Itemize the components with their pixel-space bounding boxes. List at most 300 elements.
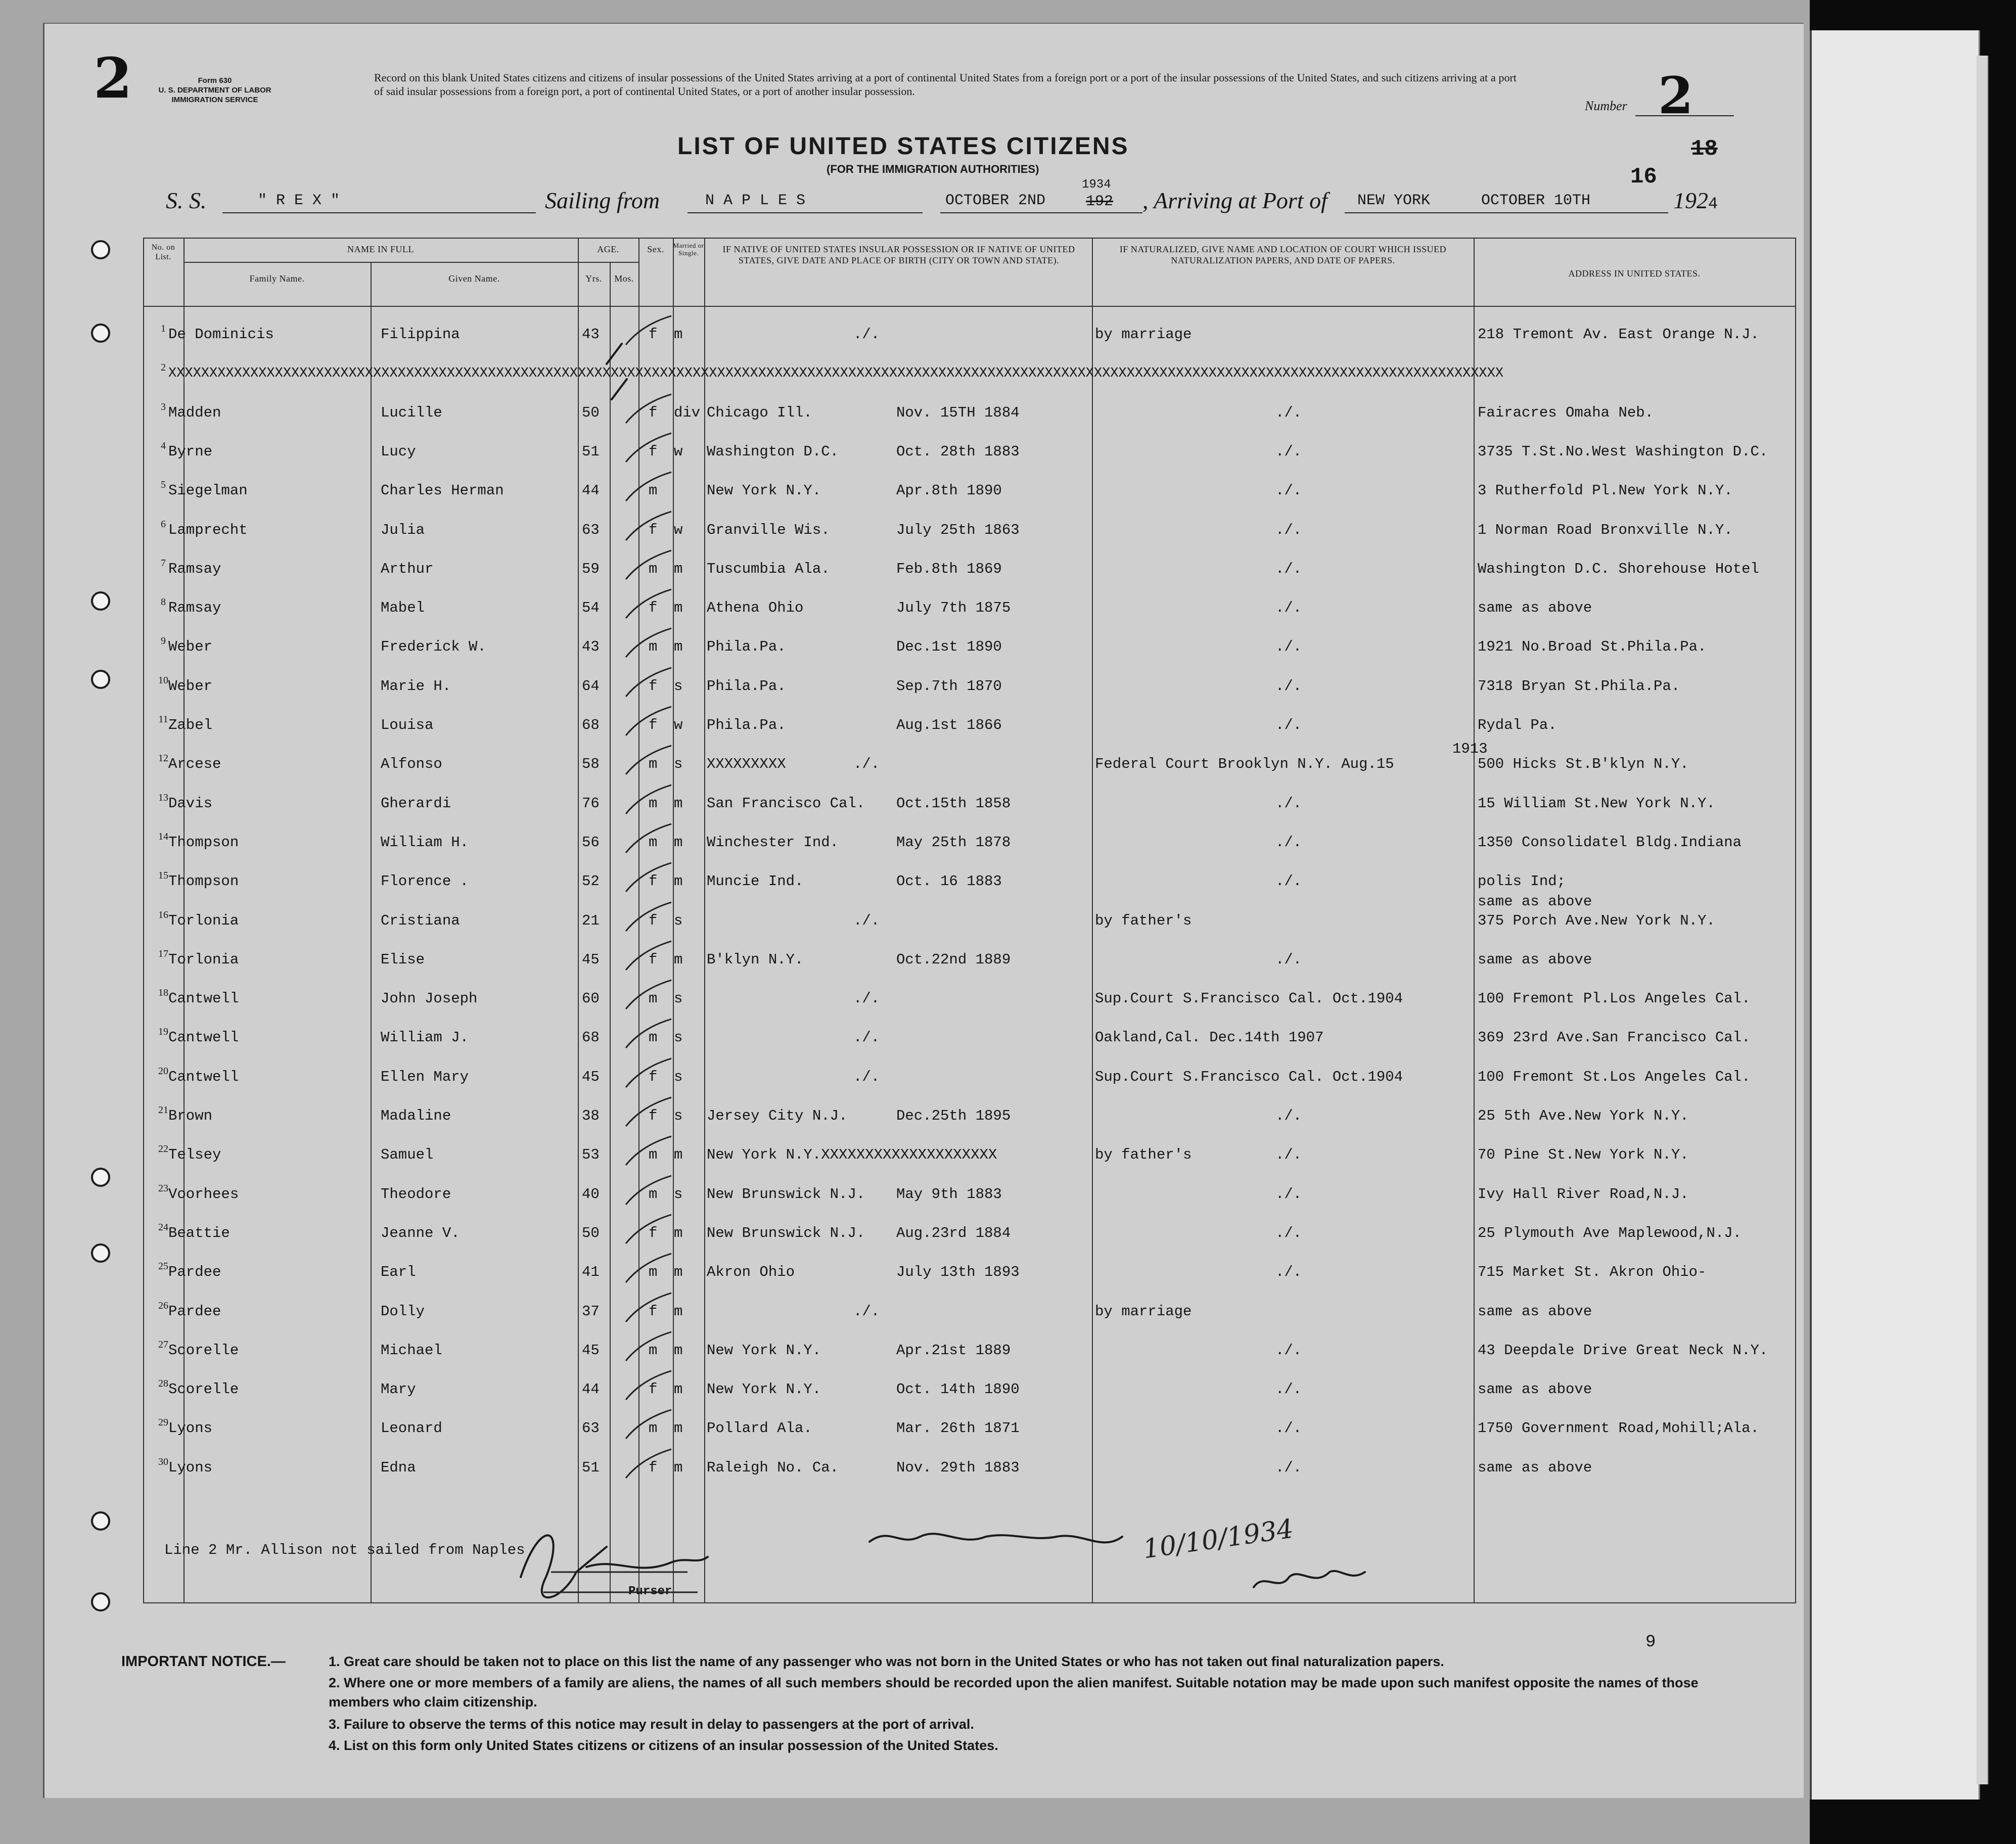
given-name-cell: Jeanne V. (381, 1224, 460, 1241)
header-mos: Mos. (614, 273, 634, 284)
birth-date-cell: Oct. 28th 1883 (896, 443, 1020, 460)
given-name-cell: Arthur (381, 560, 434, 577)
family-name-cell: Beattie (168, 1224, 230, 1241)
given-name-cell: Julia (381, 521, 425, 538)
naturalization-cell: by father's (1095, 912, 1192, 929)
family-name-cell: Thompson (168, 873, 239, 890)
header-family-name: Family Name. (249, 273, 305, 284)
given-name-cell: Alfonso (381, 756, 442, 773)
inspector-signature (869, 1534, 1122, 1542)
line-number: 27 (158, 1339, 168, 1350)
line-number: 6 (161, 518, 166, 530)
age-cell: 60 (582, 990, 600, 1007)
age-cell: 50 (582, 1224, 600, 1241)
birth-date-cell: Nov. 29th 1883 (896, 1459, 1020, 1476)
family-name-cell: Torlonia (168, 912, 239, 929)
birth-place-cell: Phila.Pa. (707, 677, 786, 695)
purser-label: Purser (628, 1585, 672, 1598)
marital-status-cell: m (674, 1264, 683, 1281)
age-cell: 63 (582, 1420, 600, 1437)
line-number: 4 (161, 440, 166, 451)
age-cell: 64 (582, 677, 600, 695)
given-name-cell: Charles Herman (381, 482, 504, 499)
sex-cell: m (649, 834, 658, 851)
sex-cell: m (649, 1185, 658, 1203)
birth-date-cell: July 13th 1893 (896, 1264, 1020, 1281)
marital-status-cell: m (674, 1381, 683, 1398)
birth-date-cell: Apr.21st 1889 (896, 1342, 1011, 1359)
age-cell: 44 (582, 482, 600, 499)
marital-status-cell: s (674, 990, 683, 1007)
header-address: ADDRESS IN UNITED STATES. (1568, 268, 1701, 279)
address-cont-cell: same as above (1478, 893, 1592, 910)
marital-status-cell: div (674, 404, 701, 421)
sex-cell: f (649, 521, 658, 538)
age-cell: 63 (582, 521, 600, 538)
naturalization-ditto-cell: ./. (1275, 560, 1302, 577)
department-name: U. S. DEPARTMENT OF LABOR (158, 86, 271, 95)
sex-cell: f (649, 1068, 658, 1085)
address-cell: same as above (1478, 1381, 1592, 1398)
sex-cell: f (649, 600, 658, 617)
given-name-cell: Filippina (381, 326, 460, 343)
birth-date-cell: Sep.7th 1870 (896, 677, 1002, 695)
initials-scribble (1254, 1571, 1365, 1587)
naturalization-ditto-cell: ./. (1275, 677, 1302, 695)
birth-place-cell: Tuscumbia Ala. (707, 560, 830, 577)
naturalization-cell: by father's (1095, 1146, 1192, 1164)
line-number: 21 (158, 1104, 168, 1116)
marital-status-cell: m (674, 638, 683, 656)
family-name-cell: Zabel (168, 717, 213, 733)
marital-status-cell: w (674, 717, 683, 733)
marital-status-cell: m (674, 1224, 683, 1241)
marital-status-cell: m (674, 873, 683, 890)
address-cell: 25 Plymouth Ave Maplewood,N.J. (1478, 1224, 1742, 1241)
notice-item-3: 3. Failure to observe the terms of this notice may result in delay to passengers at the port of arrival. (329, 1717, 974, 1732)
marital-status-cell: s (674, 912, 683, 929)
sex-cell: m (649, 482, 658, 499)
birth-date-cell: Dec.1st 1890 (896, 638, 1002, 656)
address-cell: 70 Pine St.New York N.Y. (1478, 1146, 1689, 1164)
address-cell: 15 William St.New York N.Y. (1478, 795, 1715, 812)
naturalization-ditto-cell: ./. (1275, 482, 1302, 499)
marital-status-cell: s (674, 1029, 683, 1046)
given-name-cell: William J. (381, 1029, 469, 1046)
given-name-cell: Earl (381, 1264, 416, 1281)
sex-cell: f (649, 443, 658, 460)
age-cell: 45 (582, 951, 600, 968)
given-name-cell: Dolly (381, 1303, 425, 1320)
sex-cell: f (649, 404, 658, 421)
birth-ditto-cell: ./. (853, 756, 880, 773)
stamp-page-number: 9 (1645, 1633, 1656, 1652)
age-cell: 51 (582, 1459, 600, 1476)
given-name-cell: Mary (381, 1381, 416, 1398)
naturalization-ditto-cell: ./. (1275, 1381, 1302, 1398)
address-cell: 25 5th Ave.New York N.Y. (1478, 1108, 1689, 1124)
sex-cell: m (649, 756, 658, 773)
age-cell: 44 (582, 1381, 600, 1398)
age-cell: 58 (582, 756, 600, 773)
ss-label: S. S. (166, 188, 207, 213)
family-name-cell: Thompson (168, 834, 239, 851)
marital-status-cell: w (674, 443, 683, 460)
age-cell: 43 (582, 326, 600, 343)
year-added: 1934 (1082, 178, 1111, 192)
line-number: 20 (158, 1065, 168, 1077)
given-name-cell: Gherardi (381, 795, 451, 812)
marital-status-cell: m (674, 560, 683, 577)
line-number: 13 (158, 792, 168, 803)
family-name-cell: Scorelle (168, 1381, 239, 1398)
given-name-cell: Michael (381, 1342, 442, 1359)
naturalization-ditto-cell: ./. (1275, 521, 1302, 538)
birth-place-cell: Pollard Ala. (707, 1420, 812, 1437)
marital-status-cell: m (674, 951, 683, 968)
age-cell: 52 (582, 873, 600, 890)
birth-place-cell: Phila.Pa. (707, 717, 786, 733)
birth-ditto-cell: ./. (853, 326, 880, 343)
naturalization-cell: Sup.Court S.Francisco Cal. Oct.1904 (1095, 990, 1403, 1007)
sex-cell: m (649, 1146, 658, 1164)
number-label: Number (1585, 99, 1627, 113)
age-cell: 53 (582, 1146, 600, 1164)
marital-status-cell: m (674, 1146, 683, 1164)
address-cell: 500 Hicks St.B'klyn N.Y. (1478, 756, 1689, 773)
family-name-cell: Voorhees (168, 1185, 239, 1203)
family-name-cell: Cantwell (168, 1029, 239, 1046)
naturalization-ditto-cell: ./. (1275, 638, 1302, 656)
naturalization-cell: by marriage (1095, 326, 1192, 343)
purser-signature (586, 1557, 708, 1568)
age-cell: 21 (582, 912, 600, 929)
page-number-struck: 18 (1691, 136, 1718, 162)
line-number: 25 (158, 1261, 168, 1272)
sex-cell: m (649, 1342, 658, 1359)
line-remark: Line 2 Mr. Allison not sailed from Naples (164, 1542, 525, 1558)
address-cell: same as above (1478, 1303, 1592, 1320)
line-number: 19 (158, 1026, 168, 1038)
depart-date: OCTOBER 2ND (945, 192, 1046, 209)
given-name-cell: Mabel (381, 600, 425, 617)
naturalization-ditto-cell: ./. (1275, 717, 1302, 733)
birth-place-cell: Winchester Ind. (707, 834, 839, 851)
address-cell: 218 Tremont Av. East Orange N.J. (1478, 326, 1759, 343)
naturalization-cell: by marriage (1095, 1303, 1192, 1320)
address-cell: Fairacres Omaha Neb. (1478, 404, 1654, 421)
header-age: AGE. (597, 244, 619, 254)
port-from: N A P L E S (705, 192, 806, 209)
birth-date-cell: Feb.8th 1869 (896, 560, 1002, 577)
document-subtitle: (FOR THE IMMIGRATION AUTHORITIES) (827, 163, 1039, 175)
ship-name: " R E X " (258, 192, 340, 209)
line-number: 28 (158, 1378, 168, 1390)
sex-cell: f (649, 951, 658, 968)
birth-ditto-cell: ./. (853, 1068, 880, 1085)
birth-date-cell: Aug.23rd 1884 (896, 1224, 1011, 1241)
age-cell: 41 (582, 1264, 600, 1281)
birth-place-cell: Chicago Ill. (707, 404, 812, 421)
header-given-name: Given Name. (448, 273, 500, 284)
arrive-year-suffix: 4 (1708, 195, 1718, 213)
family-name-cell: Weber (168, 677, 213, 695)
address-cell: same as above (1478, 951, 1592, 968)
notice-item-1: 1. Great care should be taken not to place on this list the name of any passenger who was not born in the United States or who has not taken out final naturalization papers. (329, 1654, 1444, 1669)
address-cell: 7318 Bryan St.Phila.Pa. (1478, 677, 1680, 695)
naturalization-ditto-cell: ./. (1275, 1185, 1302, 1203)
age-cell: 76 (582, 795, 600, 812)
given-name-cell: Lucy (381, 443, 416, 460)
address-cell: 3735 T.St.No.West Washington D.C. (1478, 443, 1768, 460)
birth-date-cell: July 7th 1875 (896, 600, 1011, 617)
line-number: 12 (158, 753, 168, 764)
arriving-label: , Arriving at Port of (1142, 188, 1327, 213)
family-name-cell: Weber (168, 638, 213, 656)
address-cell: 715 Market St. Akron Ohio- (1478, 1264, 1707, 1281)
arrive-year-printed: 192 (1673, 188, 1708, 213)
header-married: Married or Single. (673, 242, 704, 257)
given-name-cell: Frederick W. (381, 638, 486, 656)
sex-cell: f (649, 1459, 658, 1476)
family-name-cell: Arcese (168, 756, 221, 773)
given-name-cell: Elise (381, 951, 425, 968)
age-cell: 68 (582, 717, 600, 733)
age-cell: 40 (582, 1185, 600, 1203)
form-no: Form 630 (198, 76, 232, 85)
naturalization-ditto-cell: ./. (1275, 1459, 1302, 1476)
family-name-cell: Pardee (168, 1303, 221, 1320)
marital-status-cell: m (674, 326, 683, 343)
birth-date-cell: Mar. 26th 1871 (896, 1420, 1020, 1437)
header-name-in-full: NAME IN FULL (347, 244, 414, 254)
naturalization-ditto-cell: ./. (1275, 951, 1302, 968)
birth-place-cell: Athena Ohio (707, 600, 804, 617)
naturalization-cell: Federal Court Brooklyn N.Y. Aug.15 (1095, 756, 1394, 773)
marital-status-cell: m (674, 1459, 683, 1476)
family-name-cell: Madden (168, 404, 221, 421)
birth-date-cell: Apr.8th 1890 (896, 482, 1002, 499)
birth-place-cell: Raleigh No. Ca. (707, 1459, 839, 1476)
family-name-cell: Lamprecht (168, 521, 248, 538)
age-cell: 43 (582, 638, 600, 656)
sex-cell: f (649, 326, 658, 343)
marital-status-cell: s (674, 756, 683, 773)
naturalization-ditto-cell: ./. (1275, 1342, 1302, 1359)
sex-cell: f (649, 1108, 658, 1124)
birth-place-cell: San Francisco Cal. (707, 795, 865, 812)
sailing-label: Sailing from (545, 188, 660, 213)
address-cell: same as above (1478, 1459, 1592, 1476)
sex-cell: m (649, 795, 658, 812)
struck-line: XXXXXXXXXXXXXXXXXXXXXXXXXXXXXXXXXXXXXXXXXXXXXXXXXXXXXXXXXXXXXXXXXXXXXXXXXXXXXXXXXXXXXXXXXXXXXXXXXXXXXXXXXXXXXXXXXXXXXXXXXXXXXXXXXXXXXXXXXXXXXXXXXXXXXXXXXXXXXXXXXXX (168, 366, 1504, 382)
line-number: 29 (158, 1417, 168, 1428)
family-name-cell: Scorelle (168, 1342, 239, 1359)
instruction-paragraph: Record on this blank United States citizens and citizens of insular possessions of the United States arriving at a port of continental United States from a foreign port or a port of the insular possessions of the United States, and such citizens arriving at a port of said insular possessions from a foreign port, a port of continental United States, or a port of another insular possession. (374, 71, 1517, 98)
address-cell: 1750 Government Road,Mohill;Ala. (1478, 1420, 1759, 1437)
header-birth: IF NATIVE OF UNITED STATES INSULAR POSSESSION OR IF NATIVE OF UNITED STATES, GIVE DATE AND PLACE OF BIRTH (CITY OR TOWN AND STATE). (722, 244, 1075, 265)
notice-item-4: 4. List on this form only United States citizens or citizens of an insular possession of the United States. (329, 1738, 998, 1753)
birth-place-cell: New York N.Y. (707, 1381, 821, 1398)
given-name-cell: John Joseph (381, 990, 478, 1007)
line-number: 30 (158, 1456, 168, 1467)
birth-ditto-cell: ./. (853, 1029, 880, 1046)
marital-status-cell: m (674, 834, 683, 851)
family-name-cell: Telsey (168, 1146, 221, 1164)
given-name-cell: Marie H. (381, 677, 451, 695)
sex-cell: m (649, 560, 658, 577)
address-cell: Ivy Hall River Road,N.J. (1478, 1185, 1689, 1203)
birth-place-cell: Jersey City N.J. (707, 1108, 848, 1124)
naturalization-ditto-cell: ./. (1275, 1420, 1302, 1437)
address-cell: 100 Fremont St.Los Angeles Cal. (1478, 1068, 1751, 1085)
naturalization-cell: Sup.Court S.Francisco Cal. Oct.1904 (1095, 1068, 1403, 1085)
line-number: 22 (158, 1143, 168, 1155)
birth-place-cell: New Brunswick N.J. (707, 1224, 865, 1241)
birth-date-cell: Oct. 16 1883 (896, 873, 1002, 890)
age-cell: 38 (582, 1108, 600, 1124)
naturalization-ditto-cell: ./. (1275, 404, 1302, 421)
naturalization-ditto-cell: ./. (1275, 873, 1302, 890)
family-name-cell: Cantwell (168, 1068, 239, 1085)
marital-status-cell: w (674, 521, 683, 538)
naturalization-ditto-cell: ./. (1275, 1224, 1302, 1241)
line-number: 14 (158, 831, 168, 842)
sex-cell: f (649, 717, 658, 733)
naturalization-ditto-cell: ./. (1275, 443, 1302, 460)
family-name-cell: Davis (168, 795, 213, 812)
family-name-cell: Pardee (168, 1264, 221, 1281)
sex-cell: f (649, 1224, 658, 1241)
line-number: 7 (161, 557, 166, 569)
age-cell: 45 (582, 1068, 600, 1085)
birth-date-cell: July 25th 1863 (896, 521, 1020, 538)
header-no: No. on List. (151, 243, 175, 261)
naturalization-ditto-cell: ./. (1275, 1264, 1302, 1281)
marital-status-cell: m (674, 600, 683, 617)
line-number: 1 (161, 323, 166, 334)
address-cell: 100 Fremont Pl.Los Angeles Cal. (1478, 990, 1751, 1007)
header-sex: Sex. (647, 244, 664, 254)
naturalization-ditto-cell: ./. (1275, 1108, 1302, 1124)
sex-cell: m (649, 1420, 658, 1437)
line-number: 9 (161, 635, 166, 647)
address-cell: polis Ind; (1478, 873, 1566, 890)
line-number: 15 (158, 870, 168, 882)
birth-place-cell: XXXXXXXXX (707, 756, 786, 773)
line-number: 26 (158, 1300, 168, 1311)
address-cell: 369 23rd Ave.San Francisco Cal. (1478, 1029, 1751, 1046)
birth-ditto-cell: ./. (853, 912, 880, 929)
given-name-cell: Lucille (381, 404, 442, 421)
family-name-cell: Cantwell (168, 990, 239, 1007)
address-cell: 375 Porch Ave.New York N.Y. (1478, 912, 1715, 929)
given-name-cell: William H. (381, 834, 469, 851)
sex-cell: f (649, 1381, 658, 1398)
age-cell: 68 (582, 1029, 600, 1046)
birth-date-cell: Oct. 14th 1890 (896, 1381, 1020, 1398)
naturalization-cell: Oakland,Cal. Dec.14th 1907 (1095, 1029, 1324, 1046)
age-cell: 54 (582, 600, 600, 617)
given-name-cell: Florence . (381, 873, 469, 890)
line-number: 11 (158, 714, 168, 725)
birth-date-cell: Aug.1st 1866 (896, 717, 1002, 733)
birth-date-cell: May 9th 1883 (896, 1185, 1002, 1203)
service-name: IMMIGRATION SERVICE (171, 96, 258, 104)
address-cell: 43 Deepdale Drive Great Neck N.Y. (1478, 1342, 1768, 1359)
age-cell: 50 (582, 404, 600, 421)
line-number: 2 (161, 362, 166, 374)
age-cell: 37 (582, 1303, 600, 1320)
birth-place-cell: Washington D.C. (707, 443, 839, 460)
family-name-cell: Ramsay (168, 600, 221, 617)
address-cell: 3 Rutherfold Pl.New York N.Y. (1478, 482, 1733, 499)
document-title: LIST OF UNITED STATES CITIZENS (677, 133, 1129, 160)
notice-item-2: 2. Where one or more members of a family are aliens, the names of all such members should be recorded upon the alien manifest. Suitable notation may be made upon such manifest opposite the names of those members who claim citizenship. (329, 1675, 1699, 1710)
marital-status-cell: m (674, 1342, 683, 1359)
naturalization-ditto-cell: ./. (1275, 1146, 1302, 1164)
year-printed: 192 (1086, 193, 1114, 210)
address-cell: same as above (1478, 600, 1592, 617)
line-number: 17 (158, 948, 168, 959)
sex-cell: f (649, 677, 658, 695)
line-number: 16 (158, 909, 168, 920)
age-cell: 51 (582, 443, 600, 460)
given-name-cell: Samuel (381, 1146, 434, 1164)
line-number: 8 (161, 596, 166, 608)
corner-number: 2 (94, 45, 132, 111)
address-cell: 1921 No.Broad St.Phila.Pa. (1478, 638, 1707, 656)
birth-place-cell: New York N.Y. (707, 482, 821, 499)
sex-cell: f (649, 1303, 658, 1320)
line-number: 24 (158, 1221, 168, 1233)
birth-date-cell: May 25th 1878 (896, 834, 1011, 851)
line-number: 5 (161, 479, 166, 491)
sex-cell: f (649, 873, 658, 890)
birth-place-cell: New York N.Y.XXXXXXXXXXXXXXXXXXXX (707, 1146, 997, 1164)
given-name-cell: Cristiana (381, 912, 460, 929)
given-name-cell: Theodore (381, 1185, 451, 1203)
birth-date-cell: Oct.22nd 1889 (896, 951, 1011, 968)
age-cell: 45 (582, 1342, 600, 1359)
birth-place-cell: Phila.Pa. (707, 638, 786, 656)
given-name-cell: Madaline (381, 1108, 451, 1124)
line-number: 23 (158, 1182, 168, 1194)
number-value: 2 (1658, 66, 1693, 125)
birth-date-cell: Dec.25th 1895 (896, 1108, 1011, 1124)
line-number: 3 (161, 401, 166, 412)
birth-place-cell: Akron Ohio (707, 1264, 795, 1281)
birth-ditto-cell: ./. (853, 1303, 880, 1320)
marital-status-cell: s (674, 1185, 683, 1203)
page-number: 16 (1630, 164, 1657, 190)
purser-signature (521, 1535, 607, 1597)
line-number: 18 (158, 987, 168, 999)
naturalization-ditto-cell: ./. (1275, 834, 1302, 851)
address-cell: Washington D.C. Shorehouse Hotel (1478, 560, 1759, 577)
birth-place-cell: Muncie Ind. (707, 873, 804, 890)
birth-date-cell: Oct.15th 1858 (896, 795, 1011, 812)
marital-status-cell: m (674, 1303, 683, 1320)
address-cell: Rydal Pa. (1478, 717, 1557, 733)
inspection-date-stamp: 10/10/1934 (1141, 1513, 1296, 1565)
birth-place-cell: B'klyn N.Y. (707, 951, 804, 968)
header-naturalized: IF NATURALIZED, GIVE NAME AND LOCATION OF COURT WHICH ISSUED NATURALIZATION PAPERS, AND DATE OF PAPERS. (1119, 244, 1447, 265)
marital-status-cell: s (674, 1068, 683, 1085)
marital-status-cell: m (674, 795, 683, 812)
family-name-cell: Byrne (168, 443, 213, 460)
naturalization-ditto-cell: ./. (1275, 600, 1302, 617)
